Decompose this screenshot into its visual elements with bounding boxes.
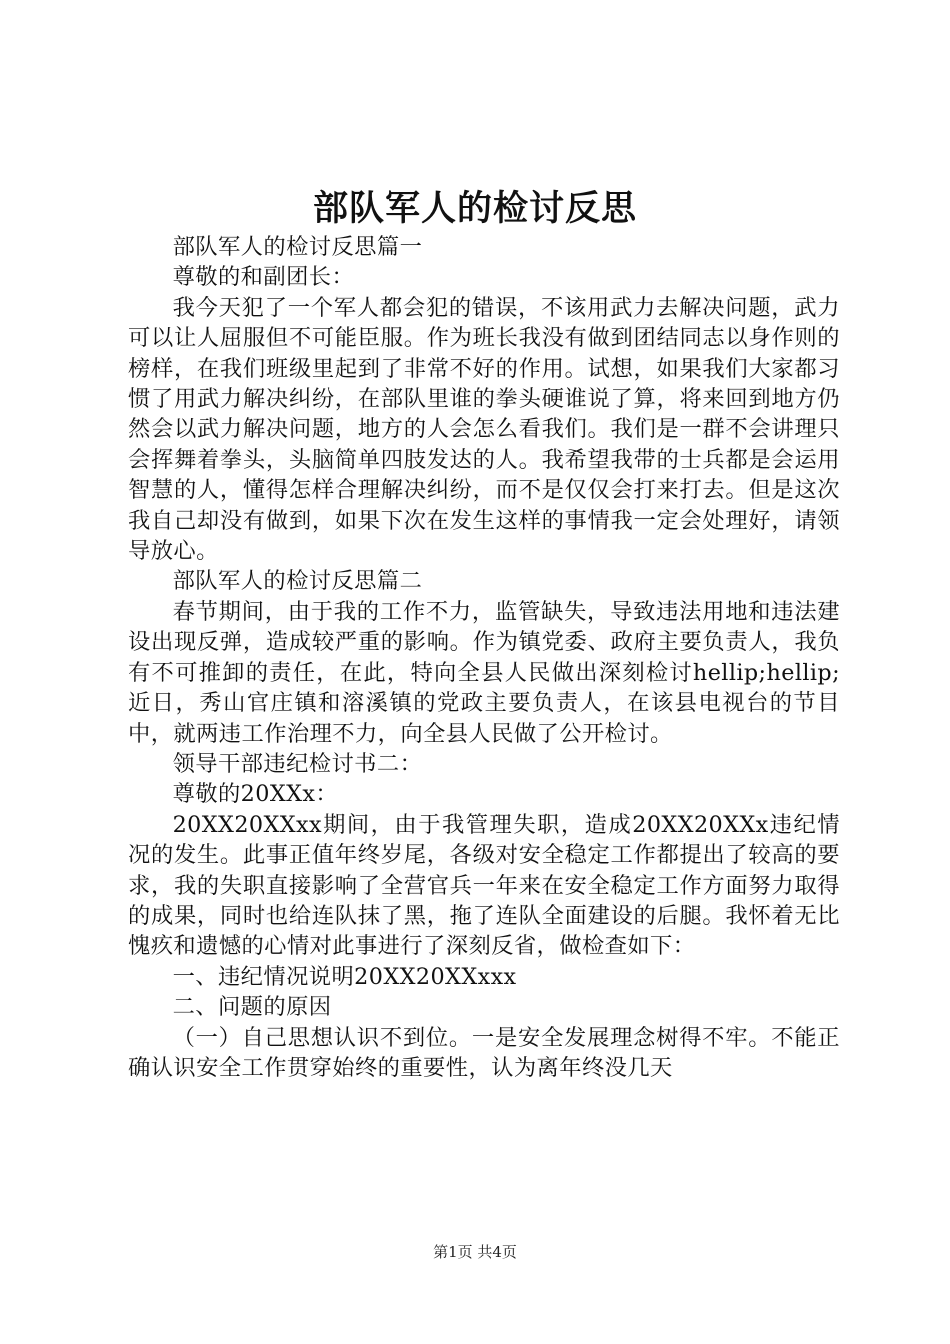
paragraph: 尊敬的20XXx： — [172, 781, 339, 808]
paragraph: 尊敬的和副团长： — [172, 264, 355, 291]
paragraph: （一）自己思想认识不到位。一是安全发展理念树得不牢。不能正确认识安全工作贯穿始终的重要性，认为离年终没几天 — [128, 1024, 840, 1081]
page-number-footer: 第1页 共4页 — [433, 1243, 517, 1261]
paragraph: 部队军人的检讨反思篇一 — [172, 234, 423, 260]
paragraph: 20XX20XXxx期间，由于我管理失职，造成20XX20XXx违纪情况的发生。此事正值年终岁尾，各级对安全稳定工作都提出了较高的要求，我的失职直接影响了全营官兵一年来在安全稳定工作方面努力取得的成果，同时也给连队抹了黑，拖了连队全面建设的后腿。我怀着无比愧疚和遗憾的心情对此事进行了深刻反省，做检查如下： — [128, 811, 840, 960]
paragraph: 部队军人的检讨反思篇二 — [172, 568, 423, 595]
paragraph: 领导干部违纪检讨书二： — [172, 750, 423, 777]
paragraph: 一、违纪情况说明20XX20XXxxx — [172, 963, 517, 990]
document-title: 部队军人的检讨反思 — [312, 188, 637, 229]
paragraph: 春节期间，由于我的工作不力，监管缺失，导致违法用地和违法建设出现反弹，造成较严重的影响。作为镇党委、政府主要负责人，我负有不可推卸的责任，在此，特向全县人民做出深刻检讨hellip;hellip;近日，秀山官庄镇和溶溪镇的党政主要负责人，在该县电视台的节目中，就两违工作治理不力，向全县人民做了公开检讨。 — [128, 598, 840, 747]
document-body — [128, 232, 840, 1083]
paragraph: 二、问题的原因 — [172, 994, 332, 1021]
paragraph: 我今天犯了一个军人都会犯的错误，不该用武力去解决问题，武力可以让人屈服但不可能臣服。作为班长我没有做到团结同志以身作则的榜样，在我们班级里起到了非常不好的作用。试想，如果我们大家都习惯了用武力解决纠纷，在部队里谁的拳头硬谁说了算，将来回到地方仍然会以武力解决问题，地方的人会怎么看我们。我们是一群不会讲理只会挥舞着拳头，头脑简单四肢发达的人。我希望我带的士兵都是会运用智慧的人，懂得怎样合理解决纠纷，而不是仅仅会打来打去。但是这次我自己却没有做到，如果下次在发生这样的事情我一定会处理好，请领导放心。 — [128, 294, 840, 565]
